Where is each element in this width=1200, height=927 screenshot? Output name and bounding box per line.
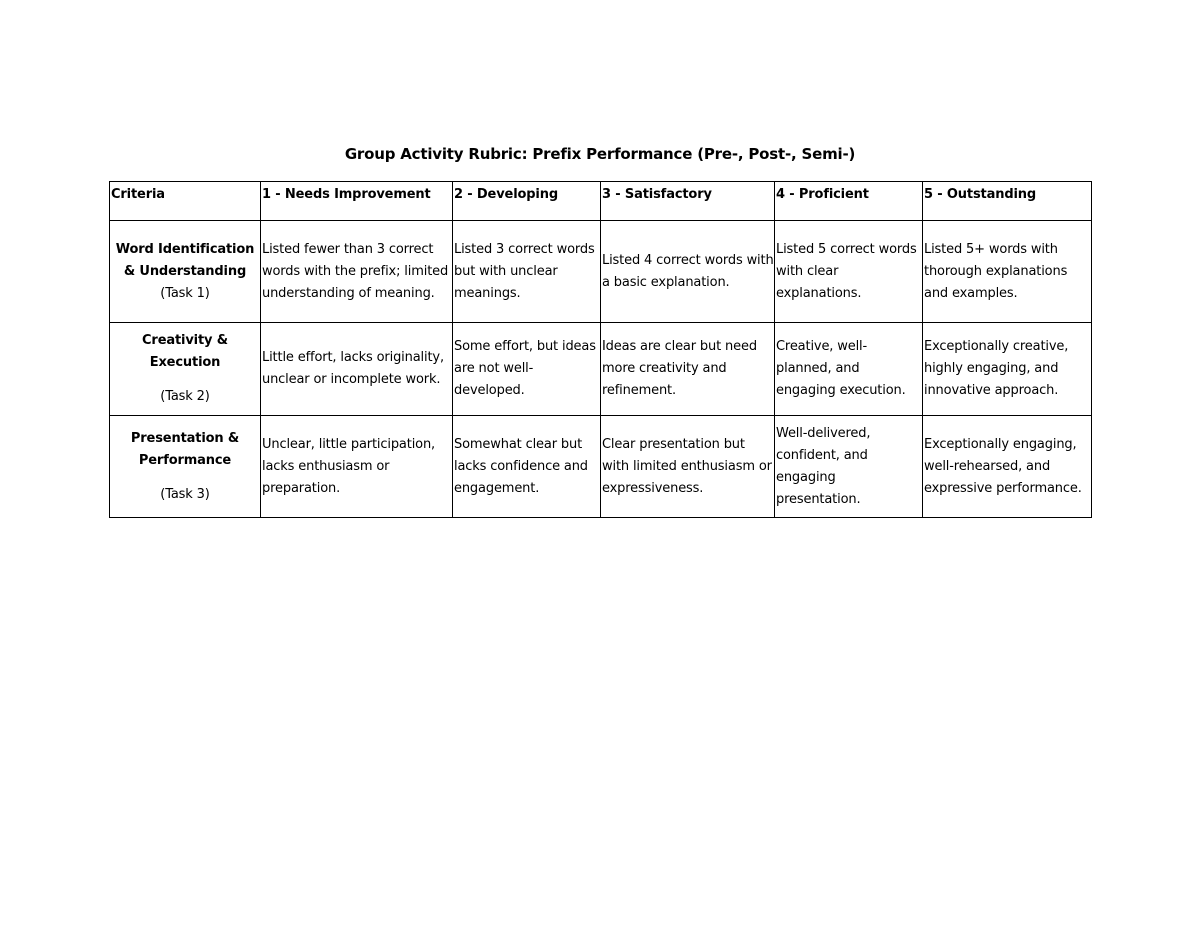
level-5-cell: Exceptionally creative, highly engaging, and innovative approach. — [923, 323, 1092, 416]
level-2-cell: Somewhat clear but lacks confidence and engagement. — [453, 416, 601, 518]
criterion-name: Creativity & Execution — [142, 333, 228, 370]
header-level-2: 2 - Developing — [453, 182, 601, 221]
criterion-task: (Task 3) — [160, 486, 210, 502]
criterion-task: (Task 1) — [160, 285, 210, 301]
level-4-cell: Listed 5 correct words with clear explanations. — [775, 221, 923, 323]
criterion-cell — [110, 416, 261, 518]
header-criteria: Criteria — [110, 182, 261, 221]
level-2-cell: Listed 3 correct words but with unclear meanings. — [453, 221, 601, 323]
criterion-cell — [110, 221, 261, 323]
level-4-cell: Well-delivered, confident, and engaging presentation. — [775, 416, 923, 518]
level-5-cell: Exceptionally engaging, well-rehearsed, and expressive performance. — [923, 416, 1092, 518]
level-1-cell: Unclear, little participation, lacks enthusiasm or preparation. — [261, 416, 453, 518]
header-level-3: 3 - Satisfactory — [601, 182, 775, 221]
table-row — [110, 221, 1092, 323]
criterion-task: (Task 2) — [160, 389, 210, 404]
header-row — [110, 182, 1092, 221]
document-title: Group Activity Rubric: Prefix Performance (Pre-, Post-, Semi-) — [344, 145, 856, 163]
rubric-table — [109, 181, 1092, 518]
level-1-cell: Listed fewer than 3 correct words with the prefix; limited understanding of meaning. — [261, 221, 453, 323]
level-3-cell: Ideas are clear but need more creativity and refinement. — [601, 323, 775, 416]
level-5-cell: Listed 5+ words with thorough explanations and examples. — [923, 221, 1092, 323]
header-level-5: 5 - Outstanding — [923, 182, 1092, 221]
header-level-1: 1 - Needs Improvement — [261, 182, 453, 221]
level-3-cell: Listed 4 correct words with a basic explanation. — [601, 221, 775, 323]
table-row — [110, 323, 1092, 416]
table-row — [110, 416, 1092, 518]
level-2-cell: Some effort, but ideas are not well-developed. — [453, 323, 601, 416]
criterion-cell — [110, 323, 261, 416]
header-level-4: 4 - Proficient — [775, 182, 923, 221]
level-1-cell: Little effort, lacks originality, unclear or incomplete work. — [261, 323, 453, 416]
level-3-cell: Clear presentation but with limited enthusiasm or expressiveness. — [601, 416, 775, 518]
level-4-cell: Creative, well-planned, and engaging execution. — [775, 323, 923, 416]
criterion-name: Presentation & Performance — [130, 430, 240, 468]
criterion-name: Word Identification & Understanding — [115, 241, 255, 279]
